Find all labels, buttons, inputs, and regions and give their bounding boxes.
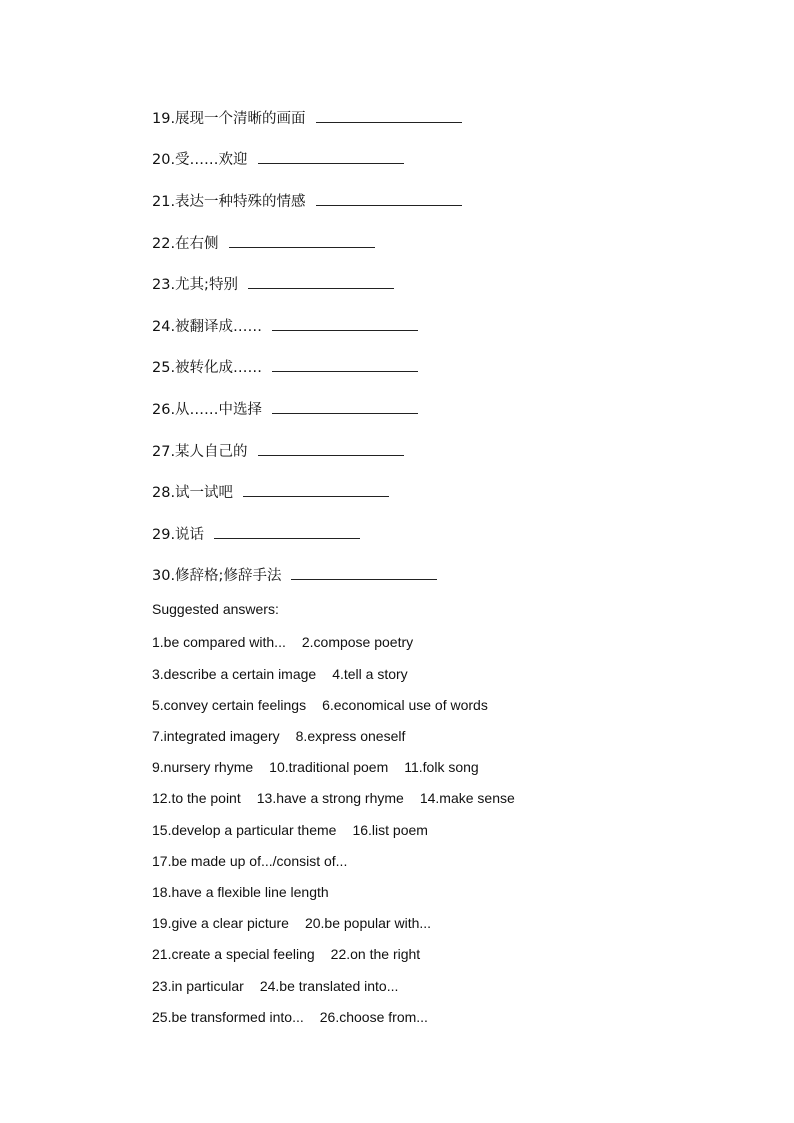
answer-line <box>152 976 398 996</box>
question-text: 28.试一试吧 <box>152 485 234 501</box>
question-item <box>152 524 360 546</box>
answer-item: 14.make sense <box>419 790 515 806</box>
question-item <box>152 149 404 171</box>
answer-item: 19.give a clear picture <box>152 915 289 931</box>
answer-item: 12.to the point <box>152 790 241 806</box>
answer-blank[interactable] <box>272 357 418 372</box>
answer-item: 16.list poem <box>352 822 428 838</box>
answer-line <box>152 788 515 808</box>
answer-blank[interactable] <box>272 316 418 331</box>
question-item <box>152 565 437 587</box>
question-item <box>152 399 418 421</box>
answer-item: 7.integrated imagery <box>152 728 280 744</box>
answer-line <box>152 882 329 902</box>
answer-item: 4.tell a story <box>332 666 408 682</box>
answer-blank[interactable] <box>316 108 462 123</box>
answer-line <box>152 664 408 684</box>
answer-blank[interactable] <box>272 399 418 414</box>
question-item <box>152 233 375 255</box>
answer-blank[interactable] <box>229 233 375 248</box>
question-text: 27.某人自己的 <box>152 444 248 460</box>
answer-blank[interactable] <box>291 565 437 580</box>
question-text: 23.尤其;特别 <box>152 277 238 293</box>
question-item <box>152 441 404 463</box>
answer-item: 3.describe a certain image <box>152 666 317 682</box>
question-text: 30.修辞格;修辞手法 <box>152 568 282 584</box>
answer-item: 24.be translated into... <box>259 978 399 994</box>
question-text: 25.被转化成…… <box>152 360 263 376</box>
answer-blank[interactable] <box>258 149 404 164</box>
question-item <box>152 191 462 213</box>
answer-item: 26.choose from... <box>319 1009 428 1025</box>
answer-item: 1.be compared with... <box>152 634 286 650</box>
answer-blank[interactable] <box>248 274 394 289</box>
question-text: 24.被翻译成…… <box>152 319 263 335</box>
answer-item: 22.on the right <box>330 946 421 962</box>
answer-item: 21.create a special feeling <box>152 946 315 962</box>
answer-line <box>152 820 428 840</box>
answer-item: 6.economical use of words <box>322 697 488 713</box>
answer-item: 25.be transformed into... <box>152 1009 304 1025</box>
answer-item: 13.have a strong rhyme <box>256 790 404 806</box>
answer-blank[interactable] <box>214 524 360 539</box>
question-text: 29.说话 <box>152 527 205 543</box>
answer-blank[interactable] <box>316 191 462 206</box>
answer-item: 8.express oneself <box>295 728 406 744</box>
answer-item: 23.in particular <box>152 978 244 994</box>
question-text: 20.受……欢迎 <box>152 152 248 168</box>
answer-blank[interactable] <box>243 482 389 497</box>
question-item <box>152 108 462 130</box>
question-text: 21.表达一种特殊的情感 <box>152 194 306 210</box>
answer-item: 18.have a flexible line length <box>152 884 329 900</box>
answer-item: 2.compose poetry <box>301 634 414 650</box>
answer-line <box>152 913 431 933</box>
answer-item: 17.be made up of.../consist of... <box>152 853 348 869</box>
answer-item: 9.nursery rhyme <box>152 759 254 775</box>
answer-item: 5.convey certain feelings <box>152 697 307 713</box>
question-item <box>152 274 394 296</box>
question-item <box>152 482 389 504</box>
answer-line <box>152 695 488 715</box>
question-text: 26.从……中选择 <box>152 402 263 418</box>
answer-blank[interactable] <box>258 441 404 456</box>
answer-line <box>152 632 413 652</box>
question-text: 19.展现一个清晰的画面 <box>152 111 306 127</box>
answer-item: 11.folk song <box>404 759 479 775</box>
answer-line <box>152 851 347 871</box>
answer-line <box>152 944 420 964</box>
answer-item: 15.develop a particular theme <box>152 822 337 838</box>
question-text: 22.在右侧 <box>152 236 219 252</box>
answers-heading: Suggested answers: <box>152 601 279 617</box>
question-item <box>152 357 418 379</box>
answer-line <box>152 726 405 746</box>
answer-item: 20.be popular with... <box>304 915 432 931</box>
answer-item: 10.traditional poem <box>269 759 389 775</box>
answer-line <box>152 1007 428 1027</box>
question-item <box>152 316 418 338</box>
answer-line <box>152 757 479 777</box>
